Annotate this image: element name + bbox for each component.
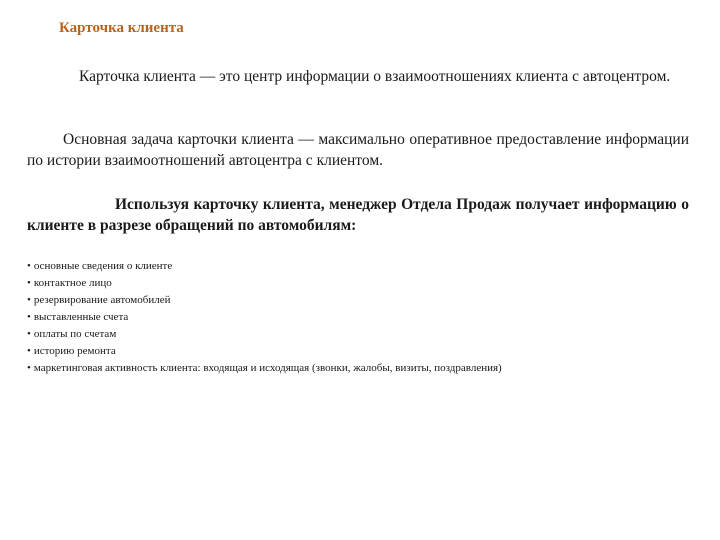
- slide-title: Карточка клиента: [59, 20, 184, 36]
- list-item: [27, 326, 502, 343]
- bullet-icon: •: [27, 260, 31, 272]
- list-item: [27, 360, 502, 377]
- bullet-icon: •: [27, 277, 31, 289]
- list-item: [27, 343, 502, 360]
- list-item-text: контактное лицо: [33, 277, 112, 289]
- bullet-icon: •: [27, 328, 31, 340]
- main-task-paragraph: Основная задача карточки клиента — максимально оперативное предоставление информации по истории взаимоотношений автоцентра с клиентом.: [27, 131, 689, 169]
- bullet-icon: •: [27, 311, 31, 323]
- list-item-text: резервирование автомобилей: [33, 294, 171, 306]
- list-item: [27, 275, 502, 292]
- list-item: [27, 309, 502, 326]
- bullet-icon: •: [27, 294, 31, 306]
- list-item: [27, 258, 502, 275]
- usage-paragraph: Используя карточку клиента, менеджер Отдела Продаж получает информацию о клиенте в разрезе обращений по автомобилям:: [27, 196, 689, 234]
- list-item-text: историю ремонта: [33, 345, 116, 357]
- bullet-icon: •: [27, 362, 31, 374]
- intro-paragraph: Карточка клиента — это центр информации о взаимоотношениях клиента с автоцентром.: [79, 68, 671, 85]
- list-item: [27, 292, 502, 309]
- bullet-icon: •: [27, 345, 31, 357]
- list-item-text: основные сведения о клиенте: [33, 260, 173, 272]
- list-item-text: оплаты по счетам: [33, 328, 117, 340]
- info-bullet-list: [27, 258, 502, 377]
- list-item-text: выставленные счета: [33, 311, 129, 323]
- list-item-text: маркетинговая активность клиента: входящая и исходящая (звонки, жалобы, визиты, поздравления): [33, 362, 502, 374]
